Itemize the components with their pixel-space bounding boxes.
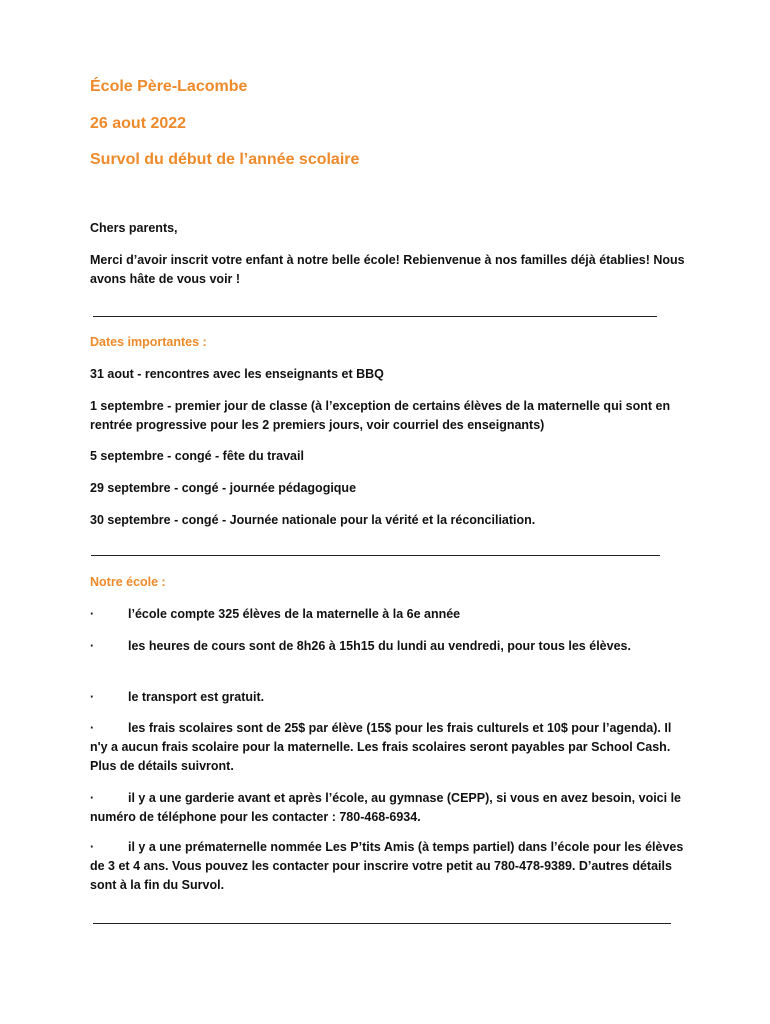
- list-item: [90, 605, 692, 624]
- divider: [91, 555, 660, 556]
- list-item-text: il y a une garderie avant et après l’école, au gymnase (CEPP), si vous en avez besoin, voici le numéro de téléphone pour les contacter : 780-468-6934.: [90, 791, 681, 824]
- list-item: [90, 637, 692, 656]
- bullet-icon: ·: [90, 639, 95, 653]
- bullet-icon: ·: [90, 840, 95, 854]
- bullet-icon: ·: [90, 690, 95, 704]
- list-item: [90, 789, 692, 827]
- welcome-message: Merci d’avoir inscrit votre enfant à notre belle école! Rebienvenue à nos familles déjà établies! Nous avons hâte de vous voir !: [90, 253, 685, 286]
- document-date: 26 aout 2022: [90, 115, 187, 132]
- list-item-text: l’école compte 325 élèves de la maternelle à la 6e année: [128, 607, 461, 621]
- divider: [93, 316, 657, 317]
- list-item: [90, 688, 692, 707]
- document-subtitle: Survol du début de l’année scolaire: [90, 151, 360, 168]
- bullet-icon: ·: [90, 791, 95, 805]
- list-item-text: le transport est gratuit.: [128, 690, 265, 704]
- list-item-text: il y a une prématernelle nommée Les P’tits Amis (à temps partiel) dans l’école pour les élèves de 3 et 4 ans. Vous pouvez les contacter pour inscrire votre petit au 780-478-9389. D’autres détails sont à la fin du Survol.: [90, 840, 684, 892]
- date-item: 1 septembre - premier jour de classe (à l’exception de certains élèves de la maternelle qui sont en rentrée progressive pour les 2 premiers jours, voir courriel des enseignants): [90, 399, 671, 432]
- dates-heading: Dates importantes :: [90, 335, 207, 349]
- list-item: [90, 719, 692, 776]
- date-item: 31 aout - rencontres avec les enseignants et BBQ: [90, 367, 384, 381]
- divider: [93, 923, 671, 924]
- date-item: 5 septembre - congé - fête du travail: [90, 449, 304, 463]
- school-info-heading: Notre école :: [90, 575, 166, 589]
- school-name: École Père-Lacombe: [90, 78, 248, 95]
- bullet-icon: ·: [90, 607, 95, 621]
- greeting: Chers parents,: [90, 221, 178, 235]
- list-item-text: les heures de cours sont de 8h26 à 15h15 du lundi au vendredi, pour tous les élèves.: [128, 639, 631, 653]
- list-item: [90, 838, 692, 895]
- date-item: 29 septembre - congé - journée pédagogique: [90, 481, 357, 495]
- list-item-text: les frais scolaires sont de 25$ par élève (15$ pour les frais culturels et 10$ pour l’agenda). Il n'y a aucun frais scolaire pour la maternelle. Les frais scolaires seront payables par School Cash. Plus de détails suivront.: [90, 721, 672, 773]
- bullet-icon: ·: [90, 721, 95, 735]
- date-item: 30 septembre - congé - Journée nationale pour la vérité et la réconciliation.: [90, 513, 536, 527]
